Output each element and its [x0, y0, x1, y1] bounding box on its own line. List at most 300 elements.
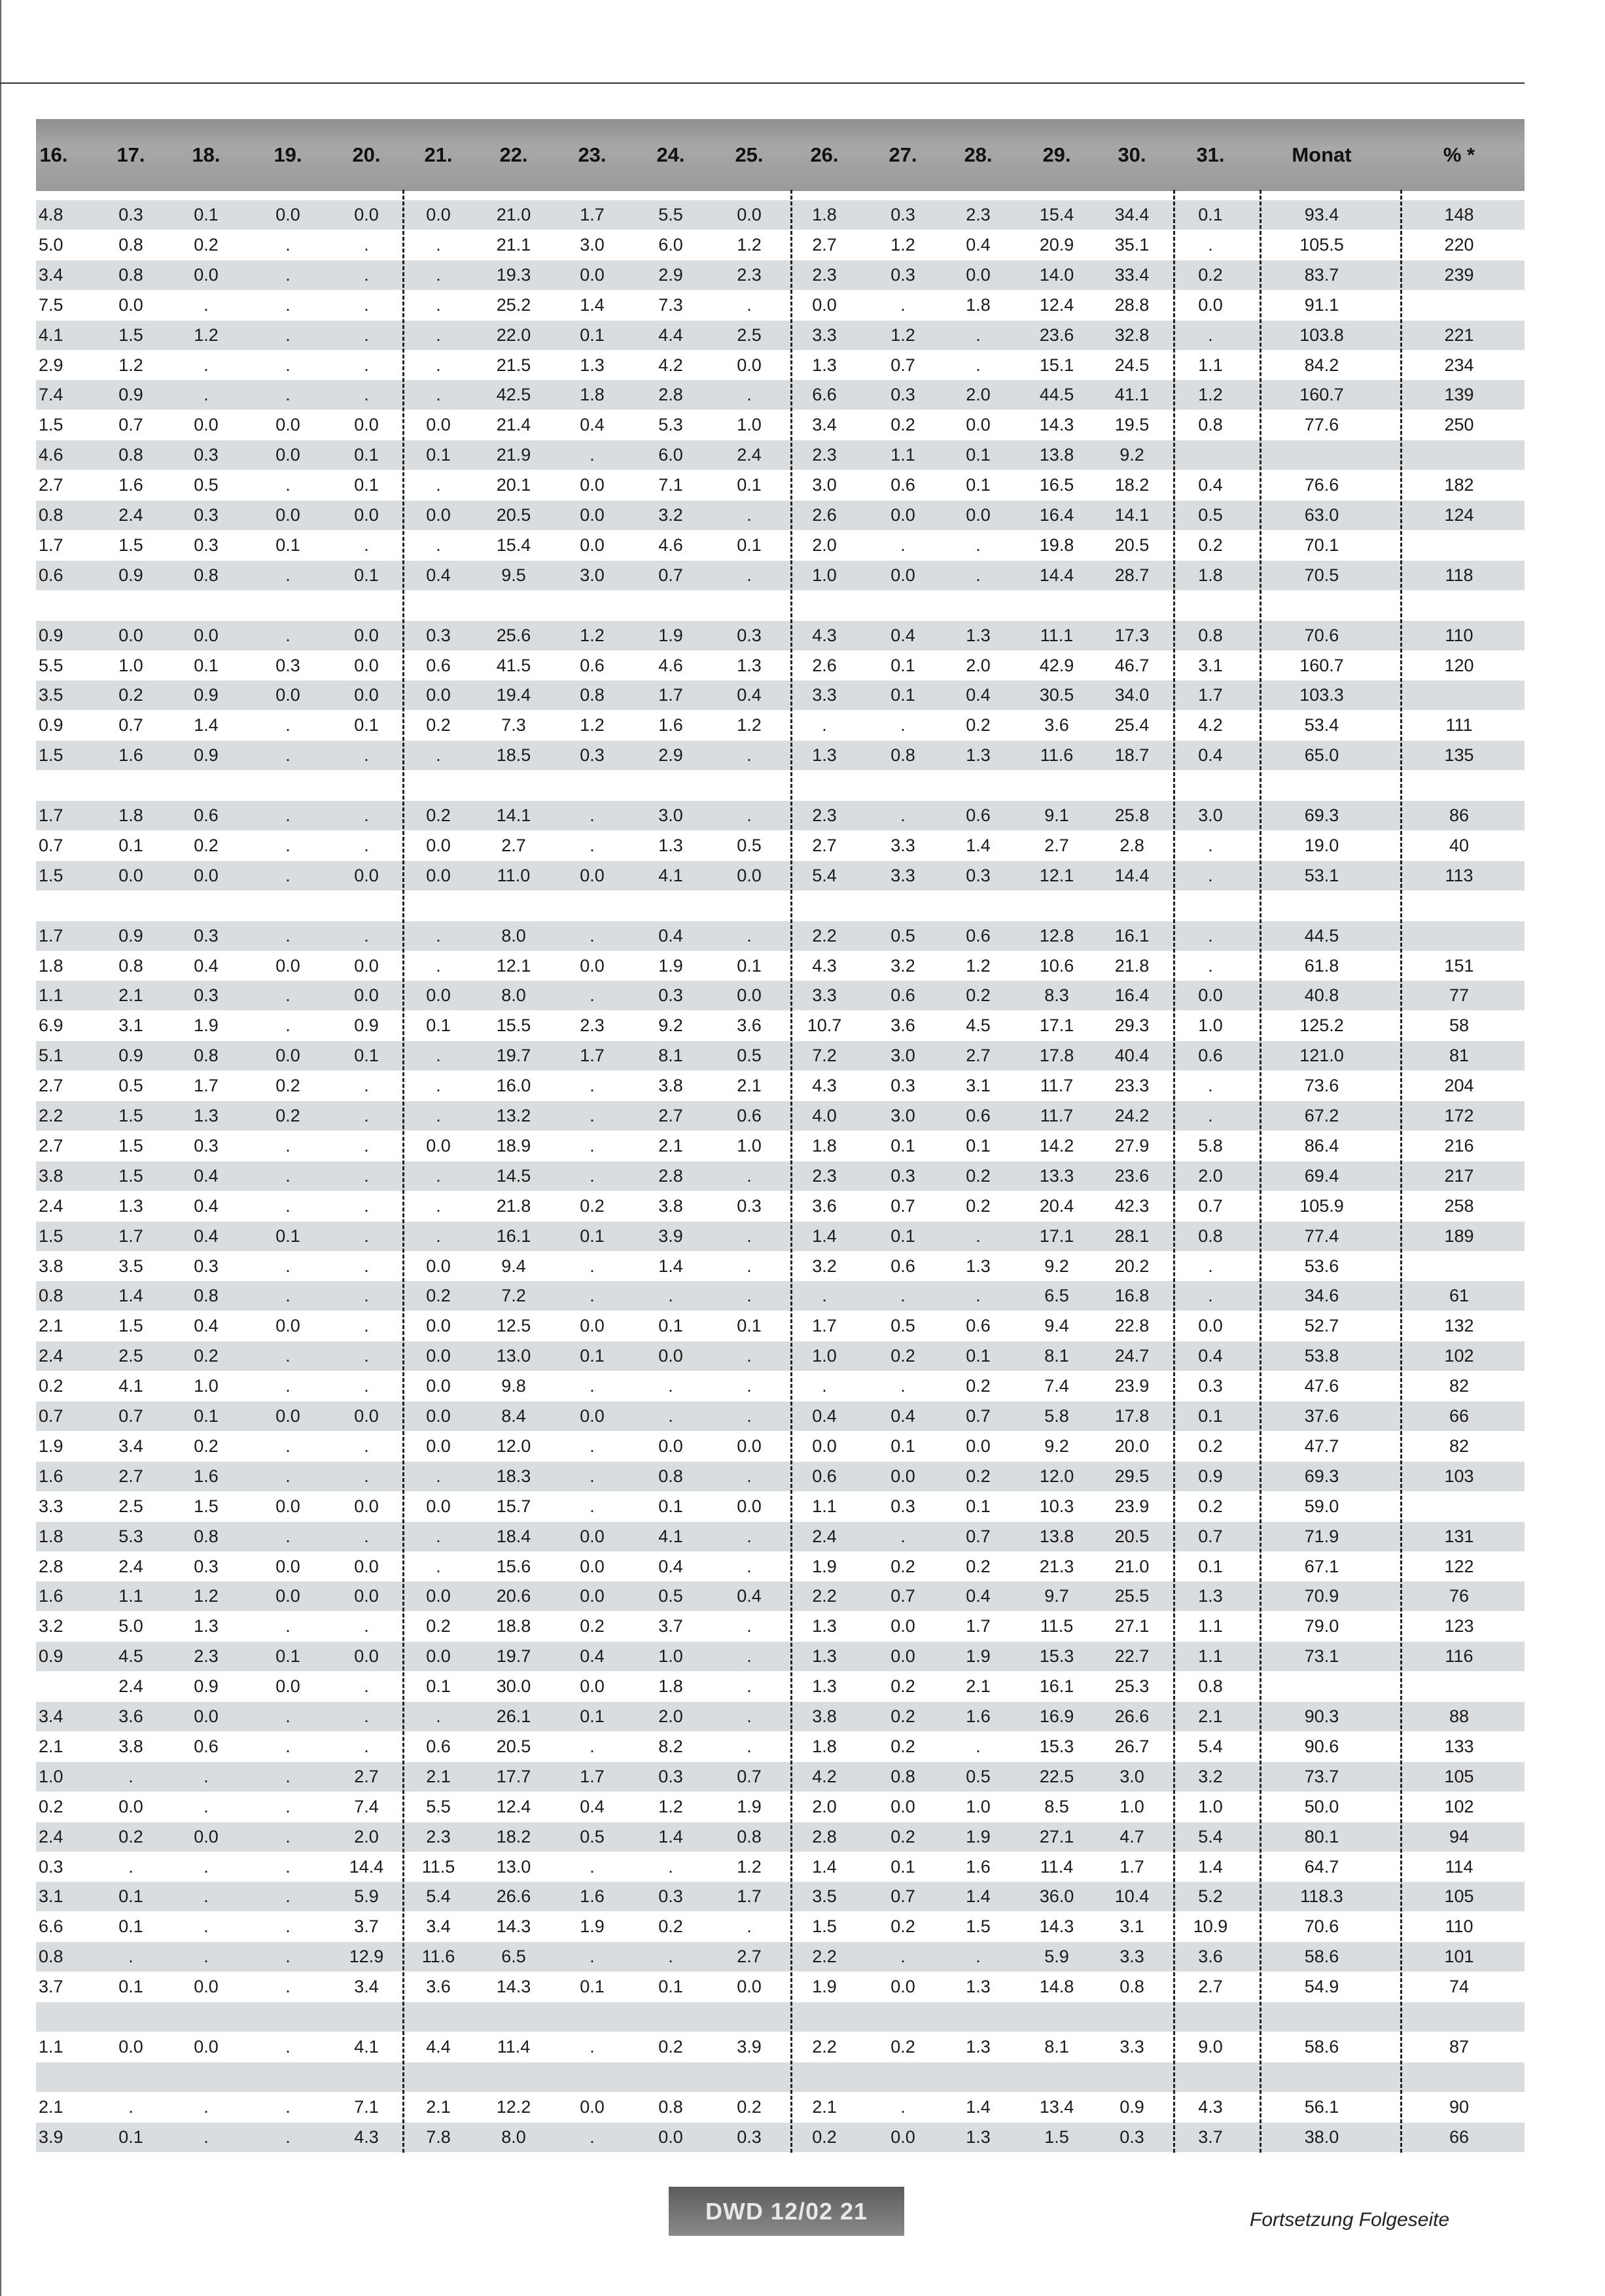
- table-cell: 1.5: [118, 1106, 143, 1125]
- table-cell: 8.0: [501, 985, 526, 1006]
- table-cell: 1.2: [737, 1856, 762, 1877]
- table-cell: 2.4: [39, 1826, 63, 1846]
- table-cell: 0.1: [658, 1977, 683, 1997]
- table-cell: 0.3: [891, 1076, 915, 1096]
- table-cell: 3.0: [812, 475, 837, 495]
- table-cell: 2.4: [39, 1195, 63, 1216]
- table-cell: 0.1: [354, 1046, 379, 1066]
- table-cell: 2.0: [1198, 1165, 1223, 1186]
- table-cell: 18.8: [496, 1616, 531, 1636]
- table-cell: .: [436, 264, 441, 285]
- table-cell: 0.0: [194, 865, 219, 885]
- table-cell: 0.6: [1198, 1046, 1223, 1066]
- table-cell: 0.0: [426, 865, 451, 885]
- table-cell: 2.3: [812, 805, 837, 825]
- table-row: [36, 230, 1525, 260]
- table-cell: 3.4: [39, 1706, 63, 1726]
- table-cell: .: [590, 805, 595, 825]
- table-cell: .: [364, 1616, 369, 1636]
- table-cell: 0.6: [966, 1106, 991, 1125]
- table-cell: 0.4: [194, 1195, 219, 1216]
- table-cell: 1.1: [812, 1496, 837, 1516]
- table-cell: 0.3: [194, 535, 219, 555]
- table-cell: 0.0: [891, 1646, 915, 1667]
- table-cell: 0.0: [354, 955, 379, 976]
- table-cell: 12.0: [1039, 1466, 1074, 1486]
- table-cell: 1.8: [39, 1526, 63, 1546]
- table-cell: 7.8: [426, 2127, 451, 2147]
- table-cell: 1.3: [118, 1195, 143, 1216]
- table-cell: 2.9: [658, 745, 683, 766]
- table-cell: 7.1: [354, 2096, 379, 2117]
- table-cell: 11.1: [1040, 625, 1074, 645]
- table-cell: .: [747, 505, 752, 525]
- table-cell: 2.8: [1120, 835, 1144, 855]
- table-cell: 1.3: [1198, 1586, 1223, 1606]
- table-cell: 0.2: [39, 1796, 63, 1816]
- table-cell: 0.2: [966, 1556, 991, 1576]
- table-cell: .: [976, 1736, 981, 1756]
- table-cell: 8.3: [1044, 985, 1069, 1006]
- table-cell: .: [900, 1286, 906, 1306]
- table-cell: 34.6: [1304, 1286, 1339, 1306]
- table-cell: .: [590, 1106, 595, 1125]
- table-cell: 4.6: [658, 535, 683, 555]
- table-cell: 4.6: [658, 655, 683, 675]
- table-cell: 0.2: [658, 2036, 683, 2057]
- table-cell: .: [900, 1376, 906, 1396]
- table-cell: 1.7: [580, 205, 605, 224]
- table-cell: .: [364, 925, 369, 945]
- table-cell: 0.7: [118, 415, 143, 435]
- table-cell: 0.0: [354, 1556, 379, 1576]
- table-cell: 25.2: [496, 294, 531, 315]
- column-header: 25.: [735, 143, 764, 166]
- table-cell: .: [285, 234, 291, 255]
- table-cell: 3.4: [426, 1916, 451, 1937]
- table-cell: 41.5: [496, 655, 531, 675]
- table-cell: .: [436, 1466, 441, 1486]
- table-cell: 65.0: [1304, 745, 1339, 766]
- table-cell: .: [285, 325, 291, 345]
- table-cell: 0.1: [580, 1706, 605, 1726]
- table-cell: .: [364, 1286, 369, 1306]
- table-cell: 0.0: [1198, 294, 1223, 315]
- table-row: [36, 1252, 1525, 1281]
- table-cell: 4.3: [812, 1076, 837, 1096]
- table-cell: .: [747, 1676, 752, 1697]
- table-row: [36, 1672, 1525, 1701]
- table-cell: 3.3: [891, 835, 915, 855]
- table-cell: 10.3: [1039, 1496, 1074, 1516]
- table-cell: 2.4: [812, 1526, 837, 1546]
- table-cell: .: [822, 715, 827, 735]
- table-cell: 2.3: [580, 1016, 605, 1036]
- table-cell: 1.8: [812, 1135, 837, 1156]
- table-cell: 16.8: [1114, 1286, 1150, 1306]
- table-cell: 1.4: [966, 835, 991, 855]
- table-cell: 3.6: [1198, 1947, 1223, 1967]
- table-cell: 14.3: [496, 1977, 531, 1997]
- table-cell: 133: [1444, 1736, 1474, 1756]
- table-cell: .: [1208, 865, 1213, 885]
- table-cell: 67.1: [1304, 1556, 1339, 1576]
- table-row: [36, 1552, 1525, 1581]
- table-cell: .: [364, 234, 369, 255]
- table-cell: 1.6: [966, 1856, 991, 1877]
- table-cell: 3.4: [354, 1977, 379, 1997]
- table-cell: 71.9: [1304, 1526, 1339, 1546]
- table-cell: 34.0: [1114, 685, 1150, 705]
- table-cell: 63.0: [1304, 505, 1339, 525]
- table-cell: .: [747, 1346, 752, 1366]
- table-cell: 118.3: [1300, 1886, 1343, 1907]
- table-cell: .: [285, 715, 291, 735]
- table-cell: 1.5: [39, 745, 63, 766]
- table-cell: 1.4: [966, 2096, 991, 2117]
- table-cell: .: [203, 294, 209, 315]
- table-cell: 1.3: [966, 1256, 991, 1276]
- table-cell: 17.8: [1114, 1406, 1150, 1426]
- table-cell: 10.6: [1039, 955, 1074, 976]
- table-cell: 0.4: [580, 1796, 605, 1816]
- table-cell: 12.9: [349, 1947, 384, 1967]
- table-cell: 24.2: [1114, 1106, 1150, 1125]
- table-cell: 53.4: [1304, 715, 1339, 735]
- table-cell: 20.5: [496, 1736, 531, 1756]
- table-cell: .: [285, 925, 291, 945]
- table-cell: 0.1: [891, 1856, 915, 1877]
- table-cell: 0.0: [891, 505, 915, 525]
- table-cell: 0.8: [118, 445, 143, 465]
- table-cell: 1.3: [966, 745, 991, 766]
- table-cell: 0.0: [275, 955, 300, 976]
- table-cell: 0.1: [118, 1977, 143, 1997]
- table-row: [36, 1101, 1525, 1131]
- table-cell: 0.4: [580, 415, 605, 435]
- table-cell: 25.3: [1114, 1676, 1150, 1697]
- table-cell: 69.4: [1304, 1165, 1339, 1186]
- table-cell: 2.5: [118, 1346, 143, 1366]
- table-cell: 13.3: [1039, 1165, 1074, 1186]
- table-cell: 3.3: [812, 985, 837, 1006]
- table-cell: 8.5: [1044, 1796, 1069, 1816]
- table-cell: 20.2: [1114, 1256, 1150, 1276]
- table-cell: 11.7: [1040, 1076, 1074, 1096]
- table-cell: 1.0: [812, 565, 837, 585]
- table-cell: 120: [1444, 655, 1474, 675]
- table-cell: 1.3: [580, 355, 605, 375]
- table-cell: 12.4: [1039, 294, 1074, 315]
- table-cell: 20.9: [1039, 234, 1074, 255]
- table-cell: 1.9: [194, 1016, 219, 1036]
- table-cell: 0.8: [194, 565, 219, 585]
- table-cell: 70.6: [1304, 625, 1339, 645]
- column-header: 23.: [578, 143, 607, 166]
- table-row: [36, 1702, 1525, 1731]
- table-cell: 0.7: [658, 565, 683, 585]
- table-cell: 0.3: [39, 1856, 63, 1877]
- table-cell: .: [668, 1376, 673, 1396]
- table-cell: 13.2: [496, 1106, 531, 1125]
- table-cell: 121.0: [1299, 1046, 1344, 1066]
- table-cell: 0.5: [658, 1586, 683, 1606]
- table-cell: 3.6: [812, 1195, 837, 1216]
- column-header: 19.: [273, 143, 302, 166]
- table-cell: 2.2: [812, 1586, 837, 1606]
- table-cell: 0.0: [354, 1496, 379, 1516]
- table-cell: 3.7: [658, 1616, 683, 1636]
- table-cell: .: [285, 865, 291, 885]
- table-cell: 0.1: [354, 565, 379, 585]
- table-cell: 2.6: [812, 505, 837, 525]
- table-cell: .: [364, 805, 369, 825]
- table-cell: 0.2: [275, 1076, 300, 1096]
- table-cell: 23.3: [1114, 1076, 1150, 1096]
- table-cell: 4.3: [812, 625, 837, 645]
- spacer-row: [36, 591, 1525, 620]
- table-cell: .: [747, 1646, 752, 1667]
- table-cell: 1.7: [737, 1886, 762, 1907]
- table-cell: 2.3: [737, 264, 762, 285]
- table-cell: 0.1: [118, 2127, 143, 2147]
- table-cell: 0.2: [658, 1916, 683, 1937]
- table-cell: .: [364, 1195, 369, 1216]
- table-cell: 19.8: [1039, 535, 1074, 555]
- table-cell: 0.4: [812, 1406, 837, 1426]
- table-cell: 3.1: [39, 1886, 63, 1907]
- table-cell: 8.4: [501, 1406, 526, 1426]
- table-cell: 0.1: [966, 1135, 991, 1156]
- table-cell: 0.0: [194, 1826, 219, 1846]
- table-cell: 110: [1445, 1916, 1473, 1937]
- table-cell: .: [128, 1856, 133, 1877]
- table-cell: 38.0: [1304, 2127, 1339, 2147]
- table-cell: .: [747, 1556, 752, 1576]
- table-cell: 44.5: [1039, 385, 1074, 405]
- table-cell: 0.8: [118, 234, 143, 255]
- table-row: [36, 1041, 1525, 1070]
- table-cell: 0.1: [580, 325, 605, 345]
- table-cell: 0.3: [194, 1135, 219, 1156]
- table-cell: 0.1: [1198, 1556, 1223, 1576]
- table-cell: 3.6: [426, 1977, 451, 1997]
- table-cell: 0.0: [737, 1436, 762, 1456]
- table-cell: 0.5: [966, 1766, 991, 1786]
- table-cell: 0.4: [891, 1406, 915, 1426]
- table-cell: 30.5: [1039, 685, 1074, 705]
- table-cell: .: [747, 1916, 752, 1937]
- table-cell: 0.0: [426, 1135, 451, 1156]
- table-cell: 17.7: [496, 1766, 531, 1786]
- table-cell: 0.1: [275, 535, 300, 555]
- table-cell: 61.8: [1304, 955, 1339, 976]
- table-cell: 13.8: [1039, 1526, 1074, 1546]
- table-cell: 0.0: [580, 475, 605, 495]
- table-cell: 0.2: [966, 1466, 991, 1486]
- table-cell: 0.3: [1198, 1376, 1223, 1396]
- table-cell: .: [590, 985, 595, 1006]
- table-cell: 74: [1449, 1977, 1470, 1997]
- table-cell: 3.4: [118, 1436, 143, 1456]
- table-cell: 30.0: [496, 1676, 531, 1697]
- table-cell: 1.9: [812, 1556, 837, 1576]
- table-cell: 22.5: [1039, 1766, 1074, 1786]
- table-cell: .: [285, 355, 291, 375]
- table-cell: 1.5: [118, 1135, 143, 1156]
- table-cell: 70.1: [1304, 535, 1339, 555]
- table-cell: 7.3: [658, 294, 683, 315]
- table-cell: [1400, 921, 1518, 951]
- table-cell: 1.0: [812, 1346, 837, 1366]
- table-cell: 2.7: [1044, 835, 1069, 855]
- table-cell: .: [900, 715, 906, 735]
- table-cell: 2.7: [658, 1106, 683, 1125]
- table-cell: 19.0: [1304, 835, 1339, 855]
- table-cell: 3.1: [1120, 1916, 1144, 1937]
- table-row: [36, 861, 1525, 891]
- table-cell: 0.0: [966, 264, 991, 285]
- table-cell: 10.4: [1114, 1886, 1150, 1907]
- table-cell: 0.2: [194, 835, 219, 855]
- table-cell: 8.0: [501, 925, 526, 945]
- table-row: [36, 561, 1525, 590]
- table-cell: 5.3: [118, 1526, 143, 1546]
- table-cell: 20.1: [496, 475, 531, 495]
- table-cell: 151: [1444, 955, 1474, 976]
- table-cell: 0.6: [39, 565, 63, 585]
- table-cell: .: [436, 1165, 441, 1186]
- table-cell: .: [747, 805, 752, 825]
- table-cell: 0.4: [966, 685, 991, 705]
- table-cell: [1400, 1672, 1518, 1701]
- table-cell: 0.3: [891, 264, 915, 285]
- table-cell: 0.0: [580, 1676, 605, 1697]
- table-cell: .: [436, 325, 441, 345]
- table-cell: 4.4: [658, 325, 683, 345]
- table-cell: 0.3: [891, 1165, 915, 1186]
- table-cell: 2.5: [118, 1496, 143, 1516]
- table-cell: [1400, 1252, 1518, 1281]
- table-cell: 1.3: [812, 1676, 837, 1697]
- table-cell: 4.1: [658, 1526, 683, 1546]
- table-cell: 17.1: [1039, 1226, 1074, 1246]
- table-cell: [1400, 291, 1518, 320]
- table-cell: 0.2: [1198, 1496, 1223, 1516]
- table-cell: .: [668, 1856, 673, 1877]
- table-cell: 110: [1445, 625, 1473, 645]
- table-row: [36, 291, 1525, 320]
- table-cell: 67.2: [1304, 1106, 1339, 1125]
- table-cell: 70.5: [1304, 565, 1339, 585]
- table-cell: 17.3: [1114, 625, 1150, 645]
- table-cell: .: [668, 1406, 673, 1426]
- table-cell: 0.1: [118, 835, 143, 855]
- table-row: [36, 380, 1525, 410]
- table-cell: 1.5: [1044, 2127, 1069, 2147]
- table-cell: 6.5: [501, 1947, 526, 1967]
- table-cell: 116: [1445, 1646, 1473, 1667]
- table-cell: .: [1208, 835, 1213, 855]
- table-cell: 2.7: [501, 835, 526, 855]
- table-cell: .: [436, 1046, 441, 1066]
- table-cell: .: [285, 1616, 291, 1636]
- table-cell: .: [364, 1316, 369, 1336]
- table-cell: 0.0: [580, 955, 605, 976]
- table-cell: .: [364, 1676, 369, 1697]
- table-cell: 1.7: [118, 1226, 143, 1246]
- table-cell: .: [590, 1376, 595, 1396]
- table-cell: 0.1: [275, 1226, 300, 1246]
- table-cell: 6.6: [39, 1916, 63, 1937]
- table-row: [36, 351, 1525, 380]
- table-cell: 21.0: [1114, 1556, 1150, 1576]
- table-cell: .: [590, 1135, 595, 1156]
- table-cell: 2.7: [1198, 1977, 1223, 1997]
- table-cell: .: [364, 1135, 369, 1156]
- table-cell: 0.2: [275, 1106, 300, 1125]
- table-cell: 0.8: [1198, 1226, 1223, 1246]
- table-cell: 0.0: [426, 1646, 451, 1667]
- table-cell: 9.2: [1044, 1436, 1069, 1456]
- table-cell: 1.4: [658, 1256, 683, 1276]
- table-cell: 0.3: [1120, 2127, 1144, 2147]
- table-cell: 13.0: [496, 1856, 531, 1877]
- table-cell: 6.0: [658, 234, 683, 255]
- table-cell: 3.0: [1120, 1766, 1144, 1786]
- table-cell: 1.8: [580, 385, 605, 405]
- table-cell: 1.6: [194, 1466, 219, 1486]
- table-cell: 4.8: [39, 205, 63, 224]
- table-cell: 18.7: [1114, 745, 1150, 766]
- table-cell: 3.7: [354, 1916, 379, 1937]
- table-cell: 0.2: [1198, 264, 1223, 285]
- table-cell: 0.0: [354, 625, 379, 645]
- table-cell: 0.6: [426, 1736, 451, 1756]
- table-cell: 6.5: [1044, 1286, 1069, 1306]
- table-cell: 1.7: [658, 685, 683, 705]
- table-cell: 61: [1449, 1286, 1470, 1306]
- table-cell: 0.0: [658, 1346, 683, 1366]
- table-cell: 1.5: [812, 1916, 837, 1937]
- table-cell: 69.3: [1304, 1466, 1339, 1486]
- table-cell: .: [1208, 1076, 1213, 1096]
- table-cell: 9.4: [501, 1256, 526, 1276]
- table-cell: 25.8: [1114, 805, 1150, 825]
- table-cell: .: [285, 1256, 291, 1276]
- table-cell: 41.1: [1114, 385, 1150, 405]
- table-cell: 1.2: [891, 325, 915, 345]
- table-cell: .: [900, 1947, 906, 1967]
- table-cell: .: [436, 1556, 441, 1576]
- table-cell: 0.3: [275, 655, 300, 675]
- table-cell: 0.8: [891, 1766, 915, 1786]
- table-cell: 1.2: [1198, 385, 1223, 405]
- table-cell: 102: [1444, 1346, 1474, 1366]
- table-cell: .: [590, 1436, 595, 1456]
- table-cell: 0.9: [118, 1046, 143, 1066]
- table-cell: 1.3: [966, 2036, 991, 2057]
- table-cell: 0.1: [658, 1316, 683, 1336]
- table-cell: .: [747, 385, 752, 405]
- table-cell: .: [747, 1736, 752, 1756]
- table-cell: 14.4: [349, 1856, 384, 1877]
- table-row: [36, 741, 1525, 770]
- table-cell: 0.9: [1198, 1466, 1223, 1486]
- table-cell: .: [436, 925, 441, 945]
- table-cell: 8.1: [658, 1046, 683, 1066]
- table-cell: 0.0: [658, 2127, 683, 2147]
